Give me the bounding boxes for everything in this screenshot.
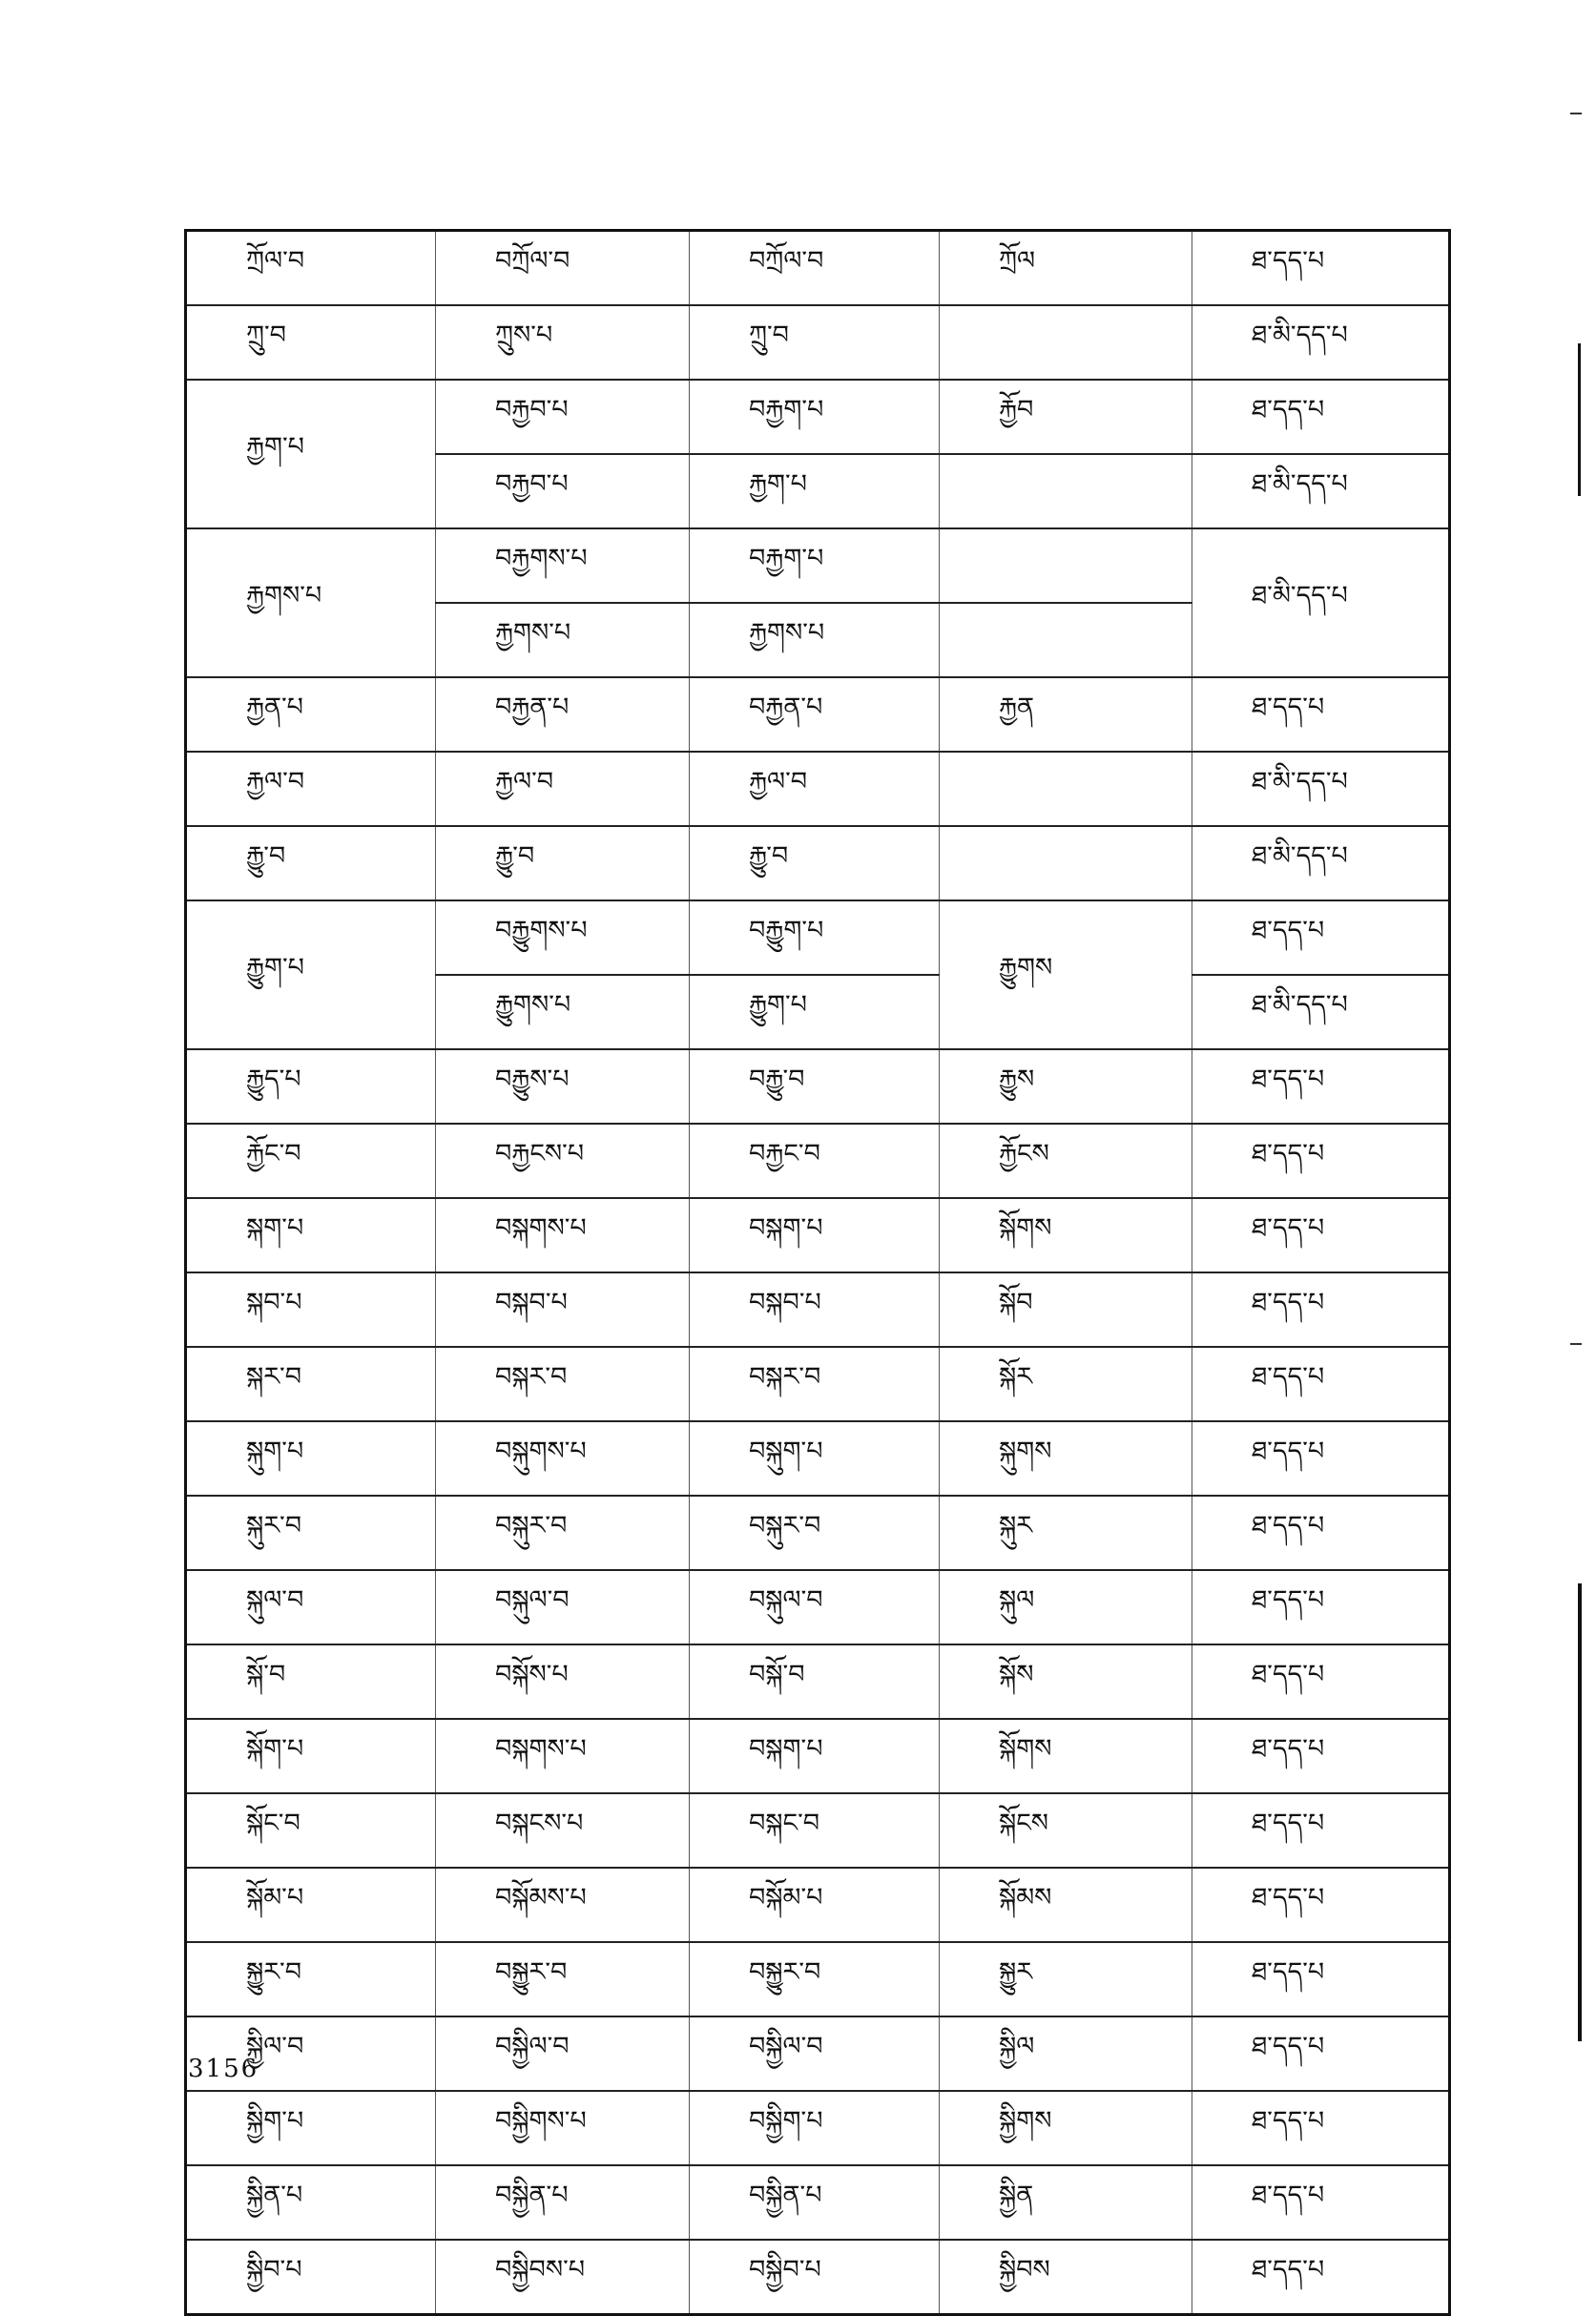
table-cell: བསྐུར་བ	[690, 1496, 940, 1570]
table-cell: བསྐགས་པ	[436, 1198, 690, 1272]
table-row	[186, 1868, 1450, 1942]
table-cell: སྐོང་བ	[186, 1793, 436, 1868]
table-cell: བསྐྱིལ་བ	[436, 2016, 690, 2091]
table-cell: བརྐྱག་པ	[690, 380, 940, 454]
table-cell: བརྐྱུགས་པ	[436, 900, 690, 975]
table-cell: བསྐྱིན་པ	[436, 2165, 690, 2240]
table-cell: རྐྱག་པ	[690, 454, 940, 528]
table-cell: ཐ་མི་དད་པ	[1192, 752, 1450, 826]
verb-table-body	[186, 231, 1450, 2315]
table-cell: བསྐག་པ	[690, 1198, 940, 1272]
table-cell: རྐྱུ་བ	[436, 826, 690, 900]
table-cell: བསྐང་བ	[690, 1793, 940, 1868]
table-cell	[940, 454, 1192, 528]
table-cell: སྐོར	[940, 1347, 1192, 1421]
table-cell: རྐྱལ་བ	[436, 752, 690, 826]
table-cell	[940, 752, 1192, 826]
table-row	[186, 231, 1450, 306]
table-cell: རྐྱག་པ	[186, 380, 436, 528]
table-cell: ཐ་དད་པ	[1192, 2165, 1450, 2240]
table-cell	[940, 305, 1192, 380]
table-cell: ཐ་དད་པ	[1192, 2240, 1450, 2315]
table-cell: བསྐར་བ	[436, 1347, 690, 1421]
table-row	[186, 1496, 1450, 1570]
table-cell: རྐྱུག་པ	[690, 975, 940, 1049]
table-cell: སྐུལ	[940, 1570, 1192, 1644]
table-row	[186, 2165, 1450, 2240]
table-cell: བསྐྱིལ་བ	[690, 2016, 940, 2091]
table-cell: བཀྲོལ་བ	[690, 231, 940, 306]
table-cell: སྐོ་བ	[186, 1644, 436, 1719]
table-cell: སྐུར	[940, 1496, 1192, 1570]
table-row	[186, 1049, 1450, 1124]
table-cell: བསྐྱིགས་པ	[436, 2091, 690, 2165]
table-cell: སྐྱིལ་བ	[186, 2016, 436, 2091]
table-row	[186, 1347, 1450, 1421]
table-cell: རྐྱོབ	[940, 380, 1192, 454]
table-cell: ཐ་དད་པ	[1192, 1942, 1450, 2016]
table-cell: བརྐྱབ་པ	[436, 454, 690, 528]
table-cell: བརྐྱུག་པ	[690, 900, 940, 975]
table-cell: ཐ་མི་དད་པ	[1192, 528, 1450, 677]
table-cell: ཐ་དད་པ	[1192, 900, 1450, 975]
table-cell: བསྐོས་པ	[436, 1644, 690, 1719]
table-cell	[940, 826, 1192, 900]
table-row	[186, 2240, 1450, 2315]
table-cell: བརྐྱགས་པ	[436, 528, 690, 603]
table-cell: ཀྲུས་པ	[436, 305, 690, 380]
table-row	[186, 2016, 1450, 2091]
table-row	[186, 1719, 1450, 1793]
table-row	[186, 677, 1450, 752]
table-row	[186, 900, 1450, 975]
table-cell: ཐ་དད་པ	[1192, 1124, 1450, 1198]
table-cell: སྐུལ་བ	[186, 1570, 436, 1644]
table-cell: སྐོངས	[940, 1793, 1192, 1868]
table-cell: སྐྱིན	[940, 2165, 1192, 2240]
table-cell: བསྐུགས་པ	[436, 1421, 690, 1496]
table-cell: ཐ་མི་དད་པ	[1192, 454, 1450, 528]
table-cell: རྐྱལ་བ	[186, 752, 436, 826]
scan-margin-bar	[1578, 343, 1581, 496]
table-row	[186, 826, 1450, 900]
table-cell: ཐ་དད་པ	[1192, 1272, 1450, 1347]
table-cell: བསྐབ་པ	[690, 1272, 940, 1347]
table-row	[186, 2091, 1450, 2165]
table-cell: སྐོག་པ	[186, 1719, 436, 1793]
table-cell: སྐབ་པ	[186, 1272, 436, 1347]
table-cell: སྐུར་བ	[186, 1496, 436, 1570]
table-cell: སྐག་པ	[186, 1198, 436, 1272]
table-cell: བརྐྱང་བ	[690, 1124, 940, 1198]
table-cell: ཐ་དད་པ	[1192, 1793, 1450, 1868]
table-cell: སྐྱིག་པ	[186, 2091, 436, 2165]
table-cell: བཀྲོལ་བ	[436, 231, 690, 306]
table-cell: བསྐུལ་བ	[436, 1570, 690, 1644]
table-cell: བསྐངས་པ	[436, 1793, 690, 1868]
table-cell: རྐྱགས་པ	[436, 603, 690, 677]
table-cell: རྐྱོང་བ	[186, 1124, 436, 1198]
scan-margin-tick	[1570, 1343, 1582, 1345]
table-cell: སྐྱུར་བ	[186, 1942, 436, 2016]
table-row	[186, 1198, 1450, 1272]
table-cell: ཐ་མི་དད་པ	[1192, 305, 1450, 380]
table-cell: སྐྱུར	[940, 1942, 1192, 2016]
table-cell: ཐ་དད་པ	[1192, 1868, 1450, 1942]
table-cell: བསྐྱིན་པ	[690, 2165, 940, 2240]
table-cell: སྐུགས	[940, 1421, 1192, 1496]
table-cell: ཐ་དད་པ	[1192, 380, 1450, 454]
table-cell: རྐྱགས་པ	[186, 528, 436, 677]
table-cell: ཐ་དད་པ	[1192, 1347, 1450, 1421]
table-cell: སྐོམ་པ	[186, 1868, 436, 1942]
table-cell: བསྐོམས་པ	[436, 1868, 690, 1942]
table-cell: སྐོམས	[940, 1868, 1192, 1942]
table-cell: རྐྱུས	[940, 1049, 1192, 1124]
table-cell: སྐྱིབ་པ	[186, 2240, 436, 2315]
table-cell: ཐ་མི་དད་པ	[1192, 826, 1450, 900]
table-cell: བརྐྱན་པ	[690, 677, 940, 752]
table-cell: རྐྱུགས་པ	[436, 975, 690, 1049]
table-cell: བརྐྱུས་པ	[436, 1049, 690, 1124]
table-cell: ཐ་མི་དད་པ	[1192, 975, 1450, 1049]
table-cell: རྐྱོངས	[940, 1124, 1192, 1198]
table-cell: བསྐུག་པ	[690, 1421, 940, 1496]
table-cell: རྐྱགས་པ	[690, 603, 940, 677]
table-row	[186, 752, 1450, 826]
table-cell	[940, 603, 1192, 677]
page-number: 3156	[188, 2055, 259, 2083]
table-cell: བརྐྱན་པ	[436, 677, 690, 752]
table-cell: བསྐོ་བ	[690, 1644, 940, 1719]
table-cell: ཀྲུ་བ	[186, 305, 436, 380]
table-cell: རྐྱུ་བ	[690, 826, 940, 900]
table-cell: ཐ་དད་པ	[1192, 1049, 1450, 1124]
table-cell: བསྐོམ་པ	[690, 1868, 940, 1942]
table-cell: ཀྲུ་བ	[690, 305, 940, 380]
table-cell: ཐ་དད་པ	[1192, 1719, 1450, 1793]
table-cell: བསྐྱུར་བ	[690, 1942, 940, 2016]
table-cell: སྐོགས	[940, 1198, 1192, 1272]
table-cell: ཐ་དད་པ	[1192, 2091, 1450, 2165]
table-cell: རྐྱུག་པ	[186, 900, 436, 1049]
table-cell: བསྐབ་པ	[436, 1272, 690, 1347]
table-cell: བརྐྱངས་པ	[436, 1124, 690, 1198]
table-row	[186, 1644, 1450, 1719]
table-cell: སྐྱིབས	[940, 2240, 1192, 2315]
table-cell: བསྐགས་པ	[436, 1719, 690, 1793]
table-cell: བསྐྱུར་བ	[436, 1942, 690, 2016]
table-cell: བསྐུལ་བ	[690, 1570, 940, 1644]
table-cell: བསྐག་པ	[690, 1719, 940, 1793]
table-cell: ཐ་དད་པ	[1192, 1198, 1450, 1272]
table-row	[186, 1570, 1450, 1644]
table-cell: ཐ་དད་པ	[1192, 231, 1450, 306]
table-cell: རྐྱུད་པ	[186, 1049, 436, 1124]
table-cell: ཐ་དད་པ	[1192, 1570, 1450, 1644]
table-cell: སྐྱིགས	[940, 2091, 1192, 2165]
table-cell: སྐྱིལ	[940, 2016, 1192, 2091]
table-cell: བརྐྱག་པ	[690, 528, 940, 603]
table-cell: བསྐྱིབས་པ	[436, 2240, 690, 2315]
table-row	[186, 1124, 1450, 1198]
table-cell: བསྐུར་བ	[436, 1496, 690, 1570]
table-cell: སྐོབ	[940, 1272, 1192, 1347]
table-cell: བསྐྱིག་པ	[690, 2091, 940, 2165]
table-cell: བསྐར་བ	[690, 1347, 940, 1421]
verb-conjugation-table	[184, 229, 1451, 2316]
table-cell: རྐྱན	[940, 677, 1192, 752]
table-cell: སྐུག་པ	[186, 1421, 436, 1496]
table-cell: ཐ་དད་པ	[1192, 2016, 1450, 2091]
table-cell: ཐ་དད་པ	[1192, 677, 1450, 752]
table-row	[186, 528, 1450, 603]
table-cell: ཐ་དད་པ	[1192, 1421, 1450, 1496]
table-row	[186, 1421, 1450, 1496]
table-row	[186, 305, 1450, 380]
table-cell: སྐོས	[940, 1644, 1192, 1719]
table-cell: བརྐྱབ་པ	[436, 380, 690, 454]
table-cell: སྐར་བ	[186, 1347, 436, 1421]
table-cell: བརྐྱུ་བ	[690, 1049, 940, 1124]
table-row	[186, 380, 1450, 454]
table-cell	[940, 528, 1192, 603]
table-cell: ཐ་དད་པ	[1192, 1644, 1450, 1719]
table-row	[186, 1793, 1450, 1868]
scan-margin-tick	[1570, 113, 1582, 114]
table-row	[186, 1942, 1450, 2016]
table-cell: ཀྲོལ	[940, 231, 1192, 306]
table-row	[186, 1272, 1450, 1347]
scan-margin-bar	[1578, 1583, 1582, 2041]
table-cell: ཐ་དད་པ	[1192, 1496, 1450, 1570]
table-cell: རྐྱལ་བ	[690, 752, 940, 826]
table-cell: སྐྱིན་པ	[186, 2165, 436, 2240]
table-cell: རྐྱན་པ	[186, 677, 436, 752]
table-cell: སྐོགས	[940, 1719, 1192, 1793]
table-cell: བསྐྱིབ་པ	[690, 2240, 940, 2315]
table-cell: ཀྲོལ་བ	[186, 231, 436, 306]
table-cell: རྐྱུ་བ	[186, 826, 436, 900]
table-cell: རྐྱུགས	[940, 900, 1192, 1049]
